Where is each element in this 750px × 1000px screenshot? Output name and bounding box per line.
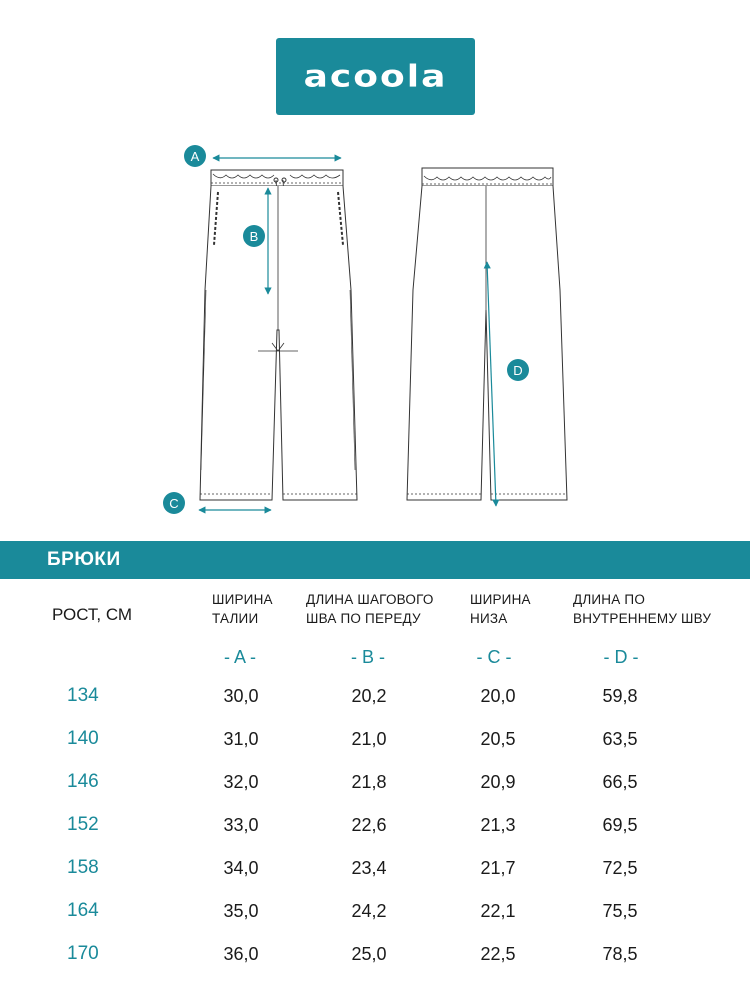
row-size-value: 134: [67, 685, 99, 706]
table-cell: 21,7: [480, 858, 516, 878]
row-size-value: 158: [67, 857, 99, 878]
row-size-value: 170: [67, 943, 99, 964]
table-cell: 35,0: [223, 901, 259, 921]
column-header-d-line2: ВНУТРЕННЕМУ ШВУ: [573, 611, 712, 626]
table-cell: 23,4: [351, 858, 387, 878]
table-cell: 34,0: [223, 858, 259, 878]
row-size-value: 152: [67, 814, 99, 835]
column-header-a: [212, 590, 273, 628]
column-letter-c: - C -: [476, 647, 512, 667]
section-title: БРЮКИ: [47, 549, 121, 570]
column-letter-b: - B -: [351, 647, 385, 667]
column-letter-d: - D -: [603, 647, 639, 667]
table-cell: 22,1: [480, 901, 516, 921]
column-header-d: [573, 590, 711, 628]
section-header-band: [0, 541, 750, 579]
column-header-d-line1: ДЛИНА ПО: [573, 592, 646, 607]
column-header-a-line1: ШИРИНА: [212, 592, 273, 607]
marker-b: [243, 225, 265, 247]
size-column-header: РОСТ, СМ: [52, 605, 133, 624]
table-cell: 24,2: [351, 901, 387, 921]
column-header-c: [470, 590, 531, 628]
table-cell: 20,0: [480, 686, 516, 706]
marker-d: [507, 359, 529, 381]
brand-logo-text: acoola: [303, 59, 448, 94]
svg-text:A: A: [190, 149, 200, 164]
table-cell: 75,5: [602, 901, 638, 921]
table-cell: 30,0: [223, 686, 259, 706]
marker-a: [184, 145, 206, 167]
svg-text:C: C: [169, 496, 179, 511]
column-header-b-line2: ШВА ПО ПЕРЕДУ: [306, 611, 421, 626]
table-cell: 78,5: [602, 944, 638, 964]
column-header-c-line2: НИЗА: [470, 611, 508, 626]
column-header-a-line2: ТАЛИИ: [212, 611, 259, 626]
table-cell: 36,0: [223, 944, 259, 964]
table-cell: 63,5: [602, 729, 638, 749]
table-cell: 22,5: [480, 944, 516, 964]
table-cell: 32,0: [223, 772, 259, 792]
table-cell: 21,3: [480, 815, 516, 835]
svg-text:D: D: [513, 363, 523, 378]
table-cell: 72,5: [602, 858, 638, 878]
trousers-back-view: [407, 168, 567, 500]
table-cell: 31,0: [223, 729, 259, 749]
table-cell: 59,8: [602, 686, 638, 706]
table-cell: 20,5: [480, 729, 516, 749]
column-header-b: [306, 590, 434, 628]
table-cell: 33,0: [223, 815, 259, 835]
table-cell: 66,5: [602, 772, 638, 792]
table-cell: 20,2: [351, 686, 387, 706]
svg-text:B: B: [249, 229, 259, 244]
marker-c: [163, 492, 185, 514]
row-size-value: 146: [67, 771, 99, 792]
table-cell: 21,0: [351, 729, 387, 749]
table-cell: 20,9: [480, 772, 516, 792]
column-letter-a: - A -: [223, 647, 256, 667]
trousers-front-view: [200, 170, 357, 500]
row-size-value: 140: [67, 728, 99, 749]
table-cell: 21,8: [351, 772, 387, 792]
column-header-b-line1: ДЛИНА ШАГОВОГО: [306, 592, 434, 607]
row-size-value: 164: [67, 900, 99, 921]
table-cell: 22,6: [351, 815, 387, 835]
column-header-c-line1: ШИРИНА: [470, 592, 531, 607]
table-cell: 69,5: [602, 815, 638, 835]
table-cell: 25,0: [351, 944, 387, 964]
